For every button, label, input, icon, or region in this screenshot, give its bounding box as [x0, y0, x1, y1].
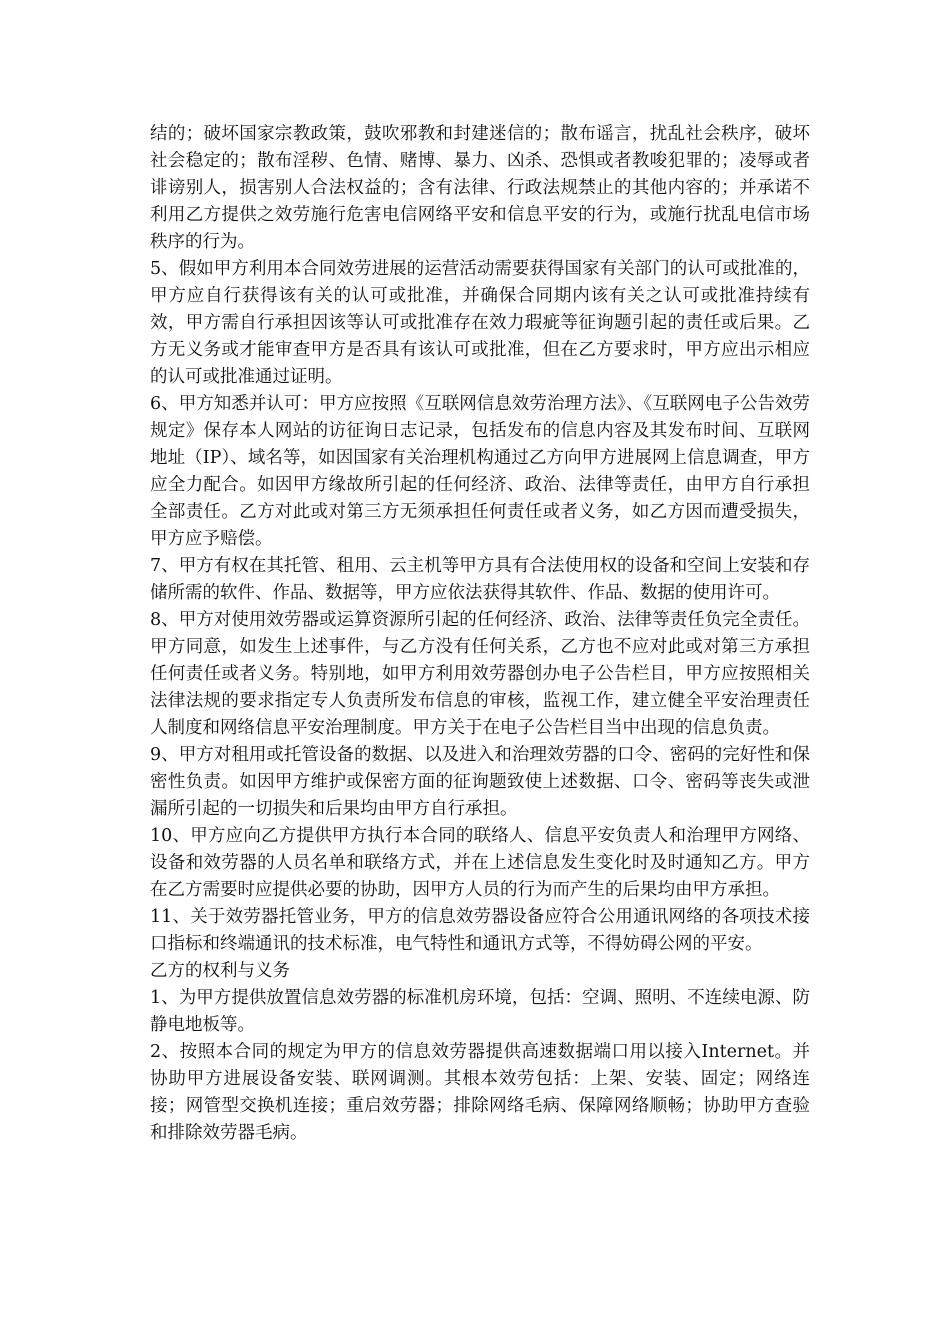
paragraph-clause-9: 9、甲方对租用或托管设备的数据、以及进入和治理效劳器的口令、密码的完好性和保密性负责。如因甲方维护或保密方面的征询题致使上述数据、口令、密码等丧失或泄漏所引起的一切损失和后果均由甲方自行承担。 [150, 745, 810, 819]
paragraph-party-b-clause-1: 1、为甲方提供放置信息效劳器的标准机房环境，包括：空调、照明、不连续电源、防静电地板等。 [150, 988, 810, 1035]
section-heading-party-b-rights: 乙方的权利与义务 [150, 961, 290, 981]
paragraph-clause-10: 10、甲方应向乙方提供甲方执行本合同的联络人、信息平安负责人和治理甲方网络、设备和效劳器的人员名单和联络方式，并在上述信息发生变化时及时通知乙方。甲方在乙方需要时应提供必要的协助，因甲方人员的行为而产生的后果均由甲方承担。 [150, 826, 810, 900]
paragraph-clause-7: 7、甲方有权在其托管、租用、云主机等甲方具有合法使用权的设备和空间上安装和存储所需的软件、作品、数据等，甲方应依法获得其软件、作品、数据的使用许可。 [150, 556, 810, 603]
document-page [150, 121, 810, 1147]
paragraph-party-b-clause-2: 2、按照本合同的规定为甲方的信息效劳器提供高速数据端口用以接入Internet。并协助甲方进展设备安装、联网调测。其根本效劳包括：上架、安装、固定；网络连接；网管型交换机连接；重启效劳器；排除网络毛病、保障网络顺畅；协助甲方查验和排除效劳器毛病。 [150, 1042, 810, 1143]
paragraph-prohibited-content-continuation: 结的；破坏国家宗教政策，鼓吹邪教和封建迷信的；散布谣言，扰乱社会秩序，破坏社会稳定的；散布淫秽、色情、赌博、暴力、凶杀、恐惧或者教唆犯罪的；凌辱或者诽谤别人，损害别人合法权益的；含有法律、行政法规禁止的其他内容的；并承诺不利用乙方提供之效劳施行危害电信网络平安和信息平安的行为，或施行扰乱电信市场秩序的行为。 [150, 124, 810, 252]
paragraph-clause-8: 8、甲方对使用效劳器或运算资源所引起的任何经济、政治、法律等责任负完全责任。甲方同意，如发生上述事件，与乙方没有任何关系，乙方也不应对此或对第三方承担任何责任或者义务。特别地，如甲方利用效劳器创办电子公告栏目，甲方应按照相关法律法规的要求指定专人负责所发布信息的审核，监视工作，建立健全平安治理责任人制度和网络信息平安治理制度。甲方关于在电子公告栏目当中出现的信息负责。 [150, 610, 810, 738]
paragraph-clause-11: 11、关于效劳器托管业务，甲方的信息效劳器设备应符合公用通讯网络的各项技术接口指标和终端通讯的技术标准，电气特性和通讯方式等，不得妨碍公网的平安。 [150, 907, 810, 954]
paragraph-clause-6: 6、甲方知悉并认可：甲方应按照《互联网信息效劳治理方法》、《互联网电子公告效劳规定》保存本人网站的访征询日志记录，包括发布的信息内容及其发布时间、互联网地址（IP）、域名等，如因国家有关治理机构通过乙方向甲方进展网上信息调查，甲方应全力配合。如因甲方缘故所引起的任何经济、政治、法律等责任，由甲方自行承担全部责任。乙方对此或对第三方无须承担任何责任或者义务，如乙方因而遭受损失，甲方应予赔偿。 [150, 394, 810, 549]
paragraph-clause-5: 5、假如甲方利用本合同效劳进展的运营活动需要获得国家有关部门的认可或批准的，甲方应自行获得该有关的认可或批准，并确保合同期内该有关之认可或批准持续有效，甲方需自行承担因该等认可或批准存在效力瑕疵等征询题引起的责任或后果。乙方无义务或才能审查甲方是否具有该认可或批准，但在乙方要求时，甲方应出示相应的认可或批准通过证明。 [150, 259, 810, 387]
